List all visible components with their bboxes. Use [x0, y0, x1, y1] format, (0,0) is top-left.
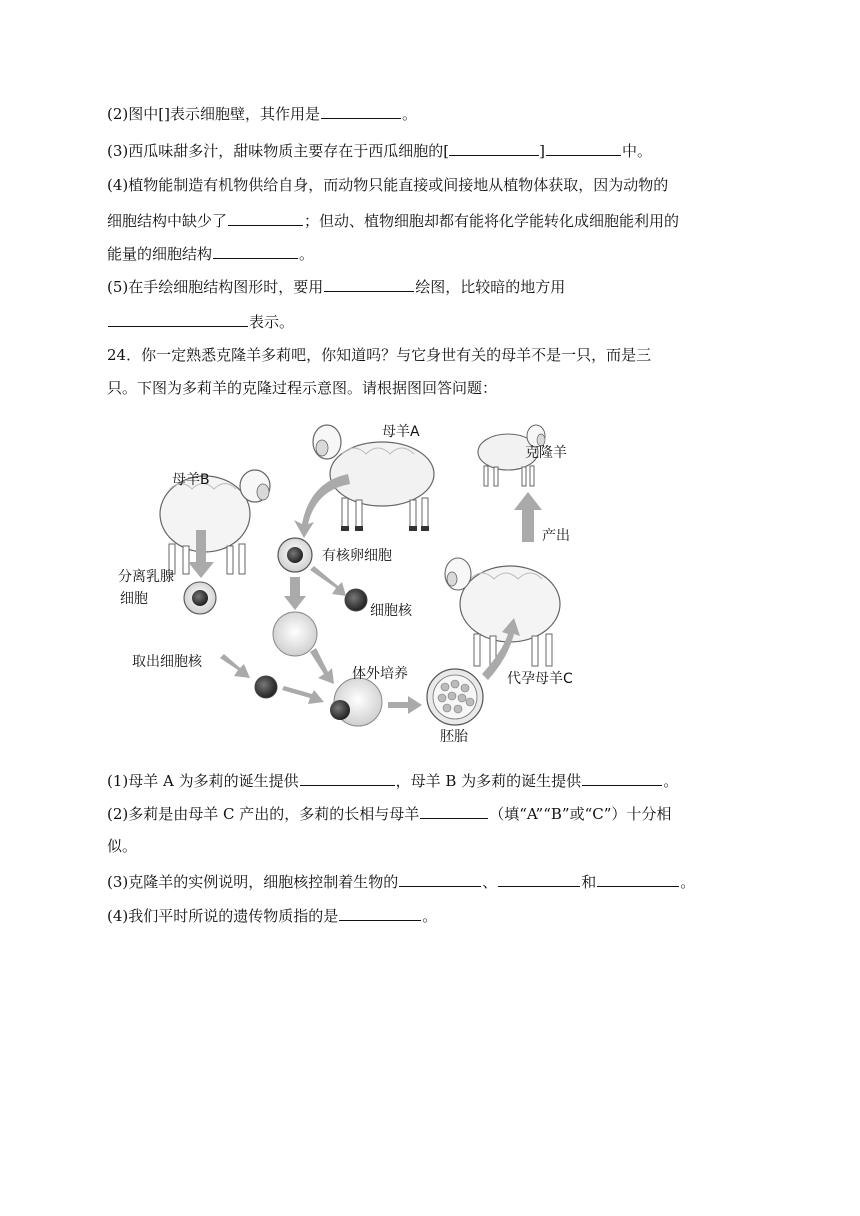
q24-sub2-cont: 似。: [107, 837, 138, 855]
embryo: [427, 669, 483, 725]
q23-part4-line3: 能量的细胞结构 。: [107, 245, 315, 263]
answer-blank[interactable]: [399, 871, 481, 887]
answer-blank[interactable]: [339, 905, 421, 921]
answer-blank-bracket[interactable]: [449, 140, 539, 156]
label-sheep-a: 母羊A: [382, 424, 420, 440]
enucleated-egg: [273, 612, 317, 656]
q23-part2: (2)图中[]表示细胞壁，其作用是 。: [107, 105, 417, 123]
mammary-cell: [184, 582, 216, 614]
answer-blank[interactable]: [498, 871, 580, 887]
answer-blank[interactable]: [300, 770, 395, 786]
label-culture: 体外培养: [352, 666, 408, 682]
arrow-egg-to-fused: [310, 648, 334, 684]
q24-sub1: (1)母羊 A 为多莉的诞生提供 ，母羊 B 为多莉的诞生提供 。: [107, 772, 679, 790]
answer-blank[interactable]: [420, 803, 488, 819]
q23-part4-line2: 细胞结构中缺少了 ；但动、植物细胞却都有能将化学能转化成细胞能利用的: [107, 212, 680, 230]
q23-part3: (3)西瓜味甜多汁，甜味物质主要存在于西瓜细胞的[ ] 中。: [107, 142, 652, 160]
answer-blank[interactable]: [582, 770, 662, 786]
sheep-a-illustration: [313, 425, 434, 531]
q23-part4-line1: (4)植物能制造有机物供给自身，而动物只能直接或间接地从植物体获取，因为动物的: [107, 176, 669, 194]
extracted-nucleus: [345, 589, 367, 611]
answer-blank[interactable]: [228, 210, 303, 226]
answer-blank[interactable]: [321, 103, 401, 119]
answer-blank[interactable]: [597, 871, 679, 887]
label-separate-line2: 细胞: [120, 591, 148, 607]
q24-intro-line2: 只。下图为多莉羊的克隆过程示意图。请根据图回答问题：: [107, 379, 498, 397]
answer-blank[interactable]: [108, 311, 248, 327]
answer-blank[interactable]: [324, 276, 414, 292]
q24-sub4: (4)我们平时所说的遗传物质指的是 。: [107, 907, 438, 925]
q23-part5: (5)在手绘细胞结构图形时，要用 绘图，比较暗的地方用: [107, 278, 566, 296]
arrow-egg-to-nucleus: [310, 566, 346, 596]
q23-part5-cont: 表示。: [107, 311, 294, 332]
donor-nucleus: [255, 676, 277, 698]
q24-sub3: (3)克隆羊的实例说明，细胞核控制着生物的 、 和 。: [107, 873, 696, 891]
q24-sub2: (2)多莉是由母羊 C 产出的，多莉的长相与母羊 （填“A”“B”或“C”）十分相: [107, 805, 672, 823]
label-output: 产出: [542, 528, 570, 544]
answer-blank[interactable]: [546, 140, 621, 156]
arrow-nucleus-to-fused: [282, 686, 324, 704]
fused-cell: [330, 678, 382, 726]
label-separate-line1: 分离乳腺: [118, 569, 174, 585]
label-egg-cell: 有核卵细胞: [322, 548, 392, 564]
arrow-output: [514, 492, 542, 542]
q24-intro-line1: 24．你一定熟悉克隆羊多莉吧，你知道吗？与它身世有关的母羊不是一只，而是三: [107, 346, 652, 364]
label-surrogate-sheep: 代孕母羊C: [507, 671, 573, 687]
cloning-diagram: [110, 412, 610, 747]
label-clone-sheep: 克隆羊: [525, 445, 567, 461]
label-embryo: 胚胎: [440, 729, 468, 745]
arrow-egg-down: [284, 577, 306, 610]
label-sheep-b: 母羊B: [172, 472, 210, 488]
arrow-cell-to-nucleus: [220, 654, 250, 678]
label-extract-nucleus: 取出细胞核: [132, 654, 202, 670]
arrow-to-embryo: [388, 696, 422, 714]
answer-blank[interactable]: [213, 243, 298, 259]
label-nucleus: 细胞核: [370, 603, 412, 619]
egg-cell-with-nucleus: [278, 538, 312, 572]
